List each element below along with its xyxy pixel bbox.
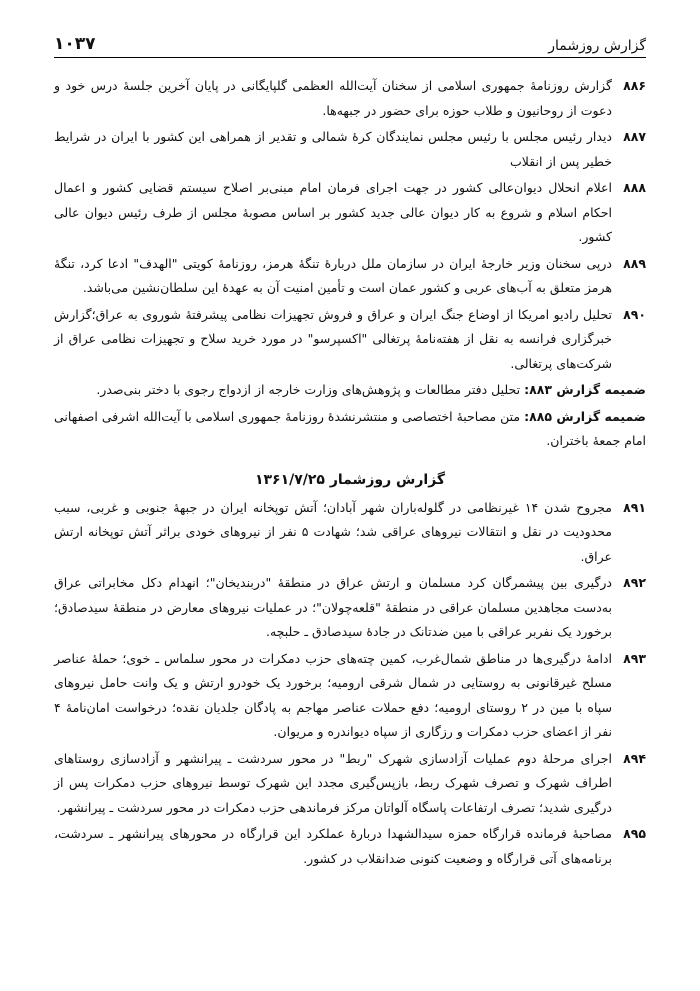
supplement-label: ضمیمه گزارش ۸۸۳: <box>524 382 646 397</box>
supplement-883 <box>54 378 646 403</box>
section-title: گزارش روزشمار ۱۳۶۱/۷/۲۵ <box>254 471 446 488</box>
page-number: ۱۰۳۷ <box>54 34 96 54</box>
entry-890 <box>54 303 646 377</box>
entry-text: اعلام انحلال دیوان‌عالی کشور در جهت اجرای فرمان امام مبنی‌بر اصلاح سیستم قضایی کشور و اعمال احکام اسلام و شروع به کار دیوان عالی جدید کشور بر اساس مصوبهٔ مجلس از طرف رئیس دیوان عالی کشور. <box>54 180 612 244</box>
entry-number: ۸۸۶ <box>623 78 646 93</box>
supplement-text: تحلیل دفتر مطالعات و پژوهش‌های وزارت خارجه از ازدواج رجوی با دختر بنی‌صدر. <box>96 382 521 397</box>
entries-top <box>54 74 646 376</box>
entry-886 <box>54 74 646 123</box>
running-title: گزارش روزشمار <box>548 38 646 54</box>
entry-number: ۸۸۹ <box>623 255 646 271</box>
entry-text: درگیری بین پیشمرگان کرد مسلمان و ارتش عراق در منطقهٔ "دربندیخان"؛ انهدام دکل مخابراتی عراق به‌دست مجاهدین مسلمان عراقی در منطقهٔ "قلعه‌چولان"؛ در عملیات نیروهای معارض در منطقهٔ سیدصادق؛ برخورد یک نفربر عراقی با مین ضدتانک در جادهٔ سیدصادق ـ حلبچه. <box>54 575 612 639</box>
entry-number: ۸۹۰ <box>623 306 646 322</box>
entry-889 <box>54 252 646 301</box>
entry-894 <box>54 747 646 821</box>
entry-number: ۸۸۷ <box>623 129 646 144</box>
entry-text: دیدار رئیس مجلس با رئیس مجلس نمایندگان کرهٔ شمالی و تقدیر از همراهی این کشور با ایران در شرایط خطیر پس از انقلاب <box>54 129 612 169</box>
page-header <box>54 34 646 58</box>
entry-text: درپی سخنان وزیر خارجهٔ ایران در سازمان ملل دربارهٔ تنگهٔ هرمز، روزنامهٔ کویتی "الهدف" ادعا کرد، تنگهٔ هرمز متعلق به آب‌های عربی و کشور عمان است و تأمین امنیت آن به عهدهٔ این سلطان‌نشین می‌باشد. <box>54 255 612 295</box>
entry-text: ادامهٔ درگیری‌ها در مناطق شمال‌غرب، کمین چته‌های حزب دمکرات در محور سلماس ـ خوی؛ حملهٔ عناصر مسلح غیرقانونی به روستایی در شمال شرقی ارومیه؛ برخورد یک خودرو ارتش و یک وانت حامل نیروهای سپاه با مین در ۲ روستای ارومیه؛ دفع حملات عناصر مهاجم به پادگان جلدیان نقده؛ درخواست امان‌نامهٔ ۴ نفر از اعضای حزب دمکرات و رزگاری از سپاه دیواندره و مریوان. <box>54 650 613 739</box>
entry-892 <box>54 571 646 645</box>
entry-number: ۸۹۲ <box>623 575 646 590</box>
supplement-885 <box>54 405 646 454</box>
entry-text: مصاحبهٔ فرمانده قرارگاه حمزه سیدالشهدا دربارهٔ عملکرد این قرارگاه در محورهای پیرانشهر ـ سردشت، برنامه‌های آتی قرارگاه و وضعیت کنونی ضدانقلاب در کشور. <box>54 826 612 866</box>
supplements <box>54 378 646 454</box>
entry-number: ۸۸۸ <box>623 180 646 195</box>
entry-number: ۸۹۳ <box>623 650 646 666</box>
entries-bottom <box>54 496 646 872</box>
supplement-text: متن مصاحبهٔ اختصاصی و منتشرنشدهٔ روزنامهٔ جمهوری اسلامی با آیت‌الله اشرفی اصفهانی امام جمعهٔ باختران. <box>54 408 646 448</box>
entry-text: مجروح شدن ۱۴ غیرنظامی در گلوله‌باران شهر آبادان؛ آتش توپخانه ایران در جبههٔ جنوبی و غربی، سبب محدودیت در نقل و انتقالات نیروهای عراقی شد؛ شهادت ۵ نفر از نیروهای خودی براثر آتش توپخانه ارتش عراق. <box>54 499 612 564</box>
entry-number: ۸۹۱ <box>623 499 646 515</box>
entry-text: تحلیل رادیو امریکا از اوضاع جنگ ایران و عراق و فروش تجهیزات نظامی پیشرفتهٔ شوروی به عراق؛گزارش خبرگزاری فرانسه به نقل از هفته‌نامهٔ پرتغالی "اکسپرسو" در مورد خرید سلاح و تجهیزات نظامی عراق از شرکت‌های پرتغالی. <box>54 306 612 371</box>
entry-891 <box>54 496 646 570</box>
entry-887 <box>54 125 646 174</box>
entry-888 <box>54 176 646 250</box>
entry-number: ۸۹۴ <box>623 750 646 766</box>
entry-895 <box>54 822 646 871</box>
entry-text: گزارش روزنامهٔ جمهوری اسلامی از سخنان آیت‌الله العظمی گلپایگانی در پایان آخرین جلسهٔ درس خود و دعوت از روحانیون و طلاب حوزه برای حضور در جبهه‌ها. <box>54 78 612 118</box>
supplement-label: ضمیمه گزارش ۸۸۵: <box>524 408 646 424</box>
entry-text: اجرای مرحلهٔ دوم عملیات آزادسازی شهرک "ربط" در محور سردشت ـ پیرانشهر و آزادسازی روستاهای اطراف شهرک و تصرف شهرک ربط، بازپس‌گیری مجدد این شهرک توسط نیروهای حزب دمکرات پس از درگیری شدید؛ تصرف ارتفاعات پاسگاه آلواتان مرکز فرماندهی حزب دمکرات در محور سردشت ـ پیرانشهر. <box>54 750 612 815</box>
entry-number: ۸۹۵ <box>623 826 646 841</box>
entry-893 <box>54 647 646 745</box>
